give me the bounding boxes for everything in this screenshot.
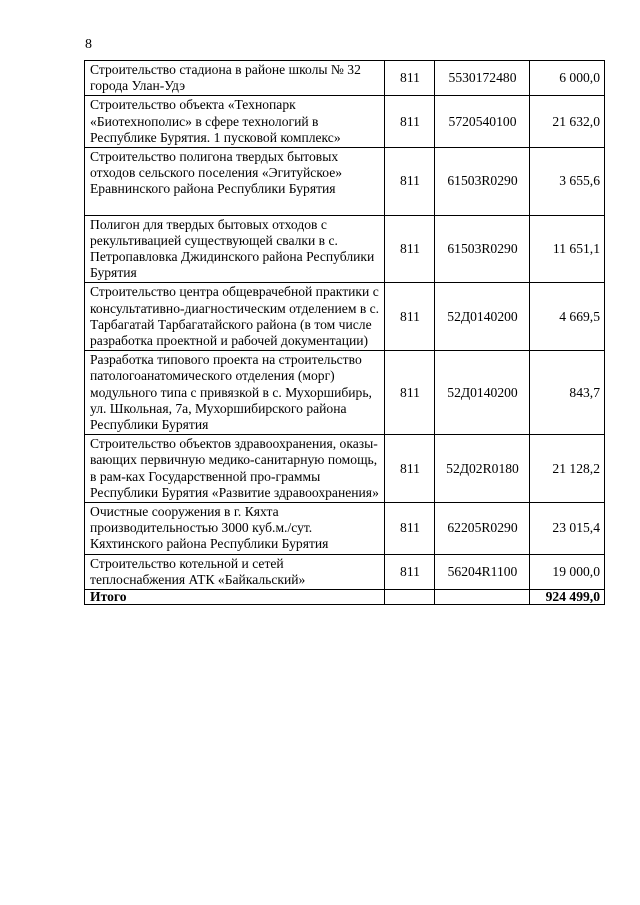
object-name-cell: Разработка типового проекта на строительство патологоанатомического отделения (морг) модульного типа с привязкой в с. Мухоршибирь, ул. Школьная, 7а, Мухоршибирского района Республики Бурятия — [85, 351, 385, 435]
table-row — [85, 435, 605, 503]
table-row — [85, 351, 605, 435]
table-row — [85, 503, 605, 555]
page-number: 8 — [85, 37, 92, 52]
table-row — [85, 148, 605, 216]
target-article-cell: 61503R0290 — [435, 215, 530, 283]
target-article-cell: 52Д0140200 — [435, 351, 530, 435]
department-code-cell: 811 — [385, 503, 435, 555]
department-code-cell: 811 — [385, 554, 435, 589]
target-article-cell: 52Д02R0180 — [435, 435, 530, 503]
sum-cell: 19 000,0 — [530, 554, 605, 589]
sum-cell: 21 632,0 — [530, 96, 605, 148]
target-article-cell: 5530172480 — [435, 61, 530, 96]
empty-cell — [435, 590, 530, 605]
object-name-cell: Строительство стадиона в районе школы № 32 города Улан-Удэ — [85, 61, 385, 96]
department-code-cell: 811 — [385, 96, 435, 148]
sum-cell: 843,7 — [530, 351, 605, 435]
table-row — [85, 61, 605, 96]
department-code-cell: 811 — [385, 148, 435, 216]
sum-cell: 21 128,2 — [530, 435, 605, 503]
department-code-cell: 811 — [385, 351, 435, 435]
total-sum: 924 499,0 — [530, 590, 605, 605]
department-code-cell: 811 — [385, 435, 435, 503]
empty-cell — [385, 590, 435, 605]
object-name-cell: Строительство центра общеврачебной практики с консультативно-диагностическим отделением в с. Тарбагатай Тарбагатайского района (в том числе разработка проектной и рабочей документации) — [85, 283, 385, 351]
target-article-cell: 5720540100 — [435, 96, 530, 148]
table-row — [85, 283, 605, 351]
sum-cell: 4 669,5 — [530, 283, 605, 351]
target-article-cell: 52Д0140200 — [435, 283, 530, 351]
table-row — [85, 215, 605, 283]
object-name-cell: Строительство полигона твердых бытовых отходов сельского поселения «Эгитуйское» Еравнинского района Республики Бурятия — [85, 148, 385, 216]
department-code-cell: 811 — [385, 61, 435, 96]
object-name-cell: Полигон для твердых бытовых отходов с рекультивацией существующей свалки в с. Петропавловка Джидинского района Республики Бурятия — [85, 215, 385, 283]
object-name-cell: Строительство объекта «Технопарк «Биотехнополис» в сфере технологий в Республике Бурятия. 1 пусковой комплекс» — [85, 96, 385, 148]
sum-cell: 23 015,4 — [530, 503, 605, 555]
target-article-cell: 56204R1100 — [435, 554, 530, 589]
total-label: Итого — [85, 590, 385, 605]
department-code-cell: 811 — [385, 283, 435, 351]
target-article-cell: 62205R0290 — [435, 503, 530, 555]
target-article-cell: 61503R0290 — [435, 148, 530, 216]
object-name-cell: Строительство объектов здравоохранения, оказы-вающих первичную медико-санитарную помощь, в рам-ках Государственной про-граммы Республики Бурятия «Развитие здравоохранения» — [85, 435, 385, 503]
object-name-cell: Очистные сооружения в г. Кяхта производительностью 3000 куб.м./сут. Кяхтинского района Республики Бурятия — [85, 503, 385, 555]
department-code-cell: 811 — [385, 215, 435, 283]
sum-cell: 3 655,6 — [530, 148, 605, 216]
budget-table — [84, 60, 605, 605]
sum-cell: 11 651,1 — [530, 215, 605, 283]
table-row — [85, 554, 605, 589]
table-row — [85, 96, 605, 148]
object-name-cell: Строительство котельной и сетей теплоснабжения АТК «Байкальский» — [85, 554, 385, 589]
sum-cell: 6 000,0 — [530, 61, 605, 96]
total-row — [85, 590, 605, 605]
